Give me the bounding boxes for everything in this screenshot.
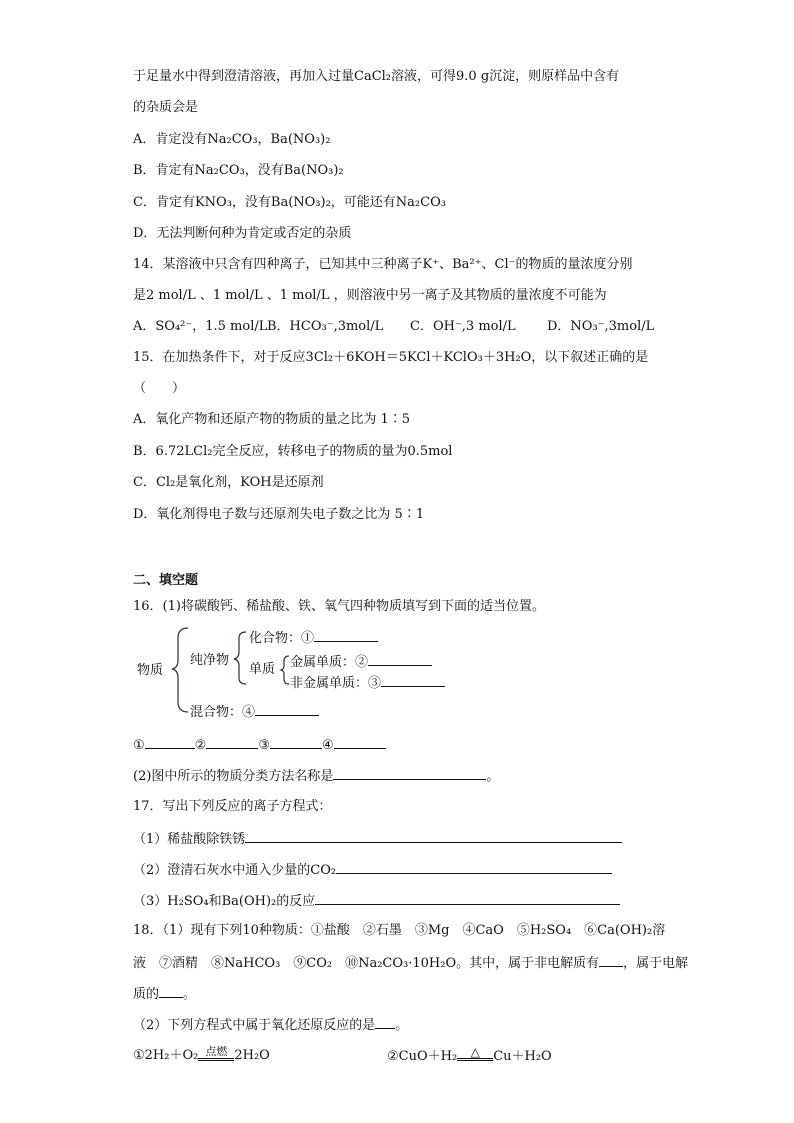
q13-option-c: C．肯定有KNO₃，没有Ba(NO₃)₂，可能还有Na₂CO₃	[133, 195, 446, 210]
q13-line1: 于足量水中得到澄清溶液，再加入过量CaCl₂溶液，可得9.0 g沉淀，则原样品中含有	[133, 69, 620, 84]
answer-blank-4[interactable]	[334, 735, 386, 749]
diagram-compound	[249, 628, 378, 647]
q18-part2	[133, 1015, 408, 1035]
q18-line2	[133, 953, 688, 973]
q17-blank-1[interactable]	[245, 829, 622, 843]
brace-root	[172, 628, 188, 712]
q16-part2-blank[interactable]	[333, 766, 486, 780]
brace-element	[281, 656, 289, 684]
answer-label-2: ②	[194, 738, 207, 753]
q18-part2-text: （2）下列方程式中属于氧化还原反应的是	[133, 1018, 376, 1033]
q13-line2: 的杂质会是	[133, 100, 199, 115]
diagram-metal	[290, 652, 432, 671]
equation-2-reactants: ②CuO＋H₂	[387, 1049, 458, 1064]
q16-part2-text: (2)图中所示的物质分类方法名称是	[133, 769, 334, 784]
q16-answers	[133, 735, 386, 755]
diagram-nonmetal	[290, 673, 445, 692]
answer-blank-2[interactable]	[206, 735, 258, 749]
q18-line2-text: 液 ⑦酒精 ⑧NaHCO₃ ⑨CO₂ ⑩Na₂CO₃·10H₂O。其中，属于非电解质有	[133, 956, 600, 971]
q18-line2-end: ，属于电解	[623, 956, 689, 971]
diagram-metal-label: 金属单质：②	[290, 655, 369, 670]
answer-blank-3[interactable]	[270, 735, 322, 749]
q14-stem-line1: 14．某溶液中只含有四种离子，已知其中三种离子K⁺、Ba²⁺、Cl⁻的物质的量浓度分别	[133, 257, 633, 272]
q17-item-1-text: （1）稀盐酸除铁锈	[133, 832, 246, 847]
q18-line3	[133, 984, 196, 1004]
diagram-element: 单质	[249, 662, 276, 677]
equation-2-products: Cu＋H₂O	[493, 1049, 552, 1064]
q15-option-c: C．Cl₂是氧化剂，KOH是还原剂	[133, 475, 324, 490]
q17-blank-2[interactable]	[336, 860, 612, 874]
diagram-blank-3[interactable]	[381, 673, 445, 687]
q18-blank-electrolyte[interactable]	[159, 984, 183, 998]
q16-line1: 16．(1)将碳酸钙、稀盐酸、铁、氧气四种物质填写到下面的适当位置。	[133, 599, 545, 614]
q18-line3-end: 。	[183, 987, 197, 1002]
q14-stem-line2: 是2 mol/L 、1 mol/L 、1 mol/L ，则溶液中另一离子及其物质的量浓度不可能为	[133, 288, 607, 303]
q14-option-d: D．NO₃⁻,3mol/L	[547, 319, 655, 334]
heat-triangle-icon: △	[470, 1045, 480, 1059]
answer-label-1: ①	[133, 738, 145, 753]
q15-paren: （ ）	[133, 381, 186, 396]
diagram-mixture	[190, 702, 319, 721]
q18-line1: 18．（1）现有下列10种物质：①盐酸 ②石墨 ③Mg ④CaO ⑤H₂SO₄ ⑥Ca(OH)₂溶	[133, 923, 666, 938]
equation-1-arrow	[198, 1046, 234, 1061]
section-title: 二、填空题	[133, 573, 199, 588]
q13-option-a: A．肯定没有Na₂CO₃，Ba(NO₃)₂	[133, 132, 331, 147]
q17-stem: 17．写出下列反应的离子方程式：	[133, 799, 332, 814]
q15-option-b: B．6.72LCl₂完全反应，转移电子的物质的量为0.5mol	[133, 444, 453, 459]
equation-2	[387, 1046, 552, 1066]
diagram-nonmetal-label: 非金属单质：③	[290, 676, 382, 691]
answer-blank-1[interactable]	[145, 735, 195, 749]
answer-label-3: ③	[258, 738, 270, 753]
q18-blank-redox[interactable]	[375, 1015, 395, 1029]
q15-stem-line1: 15．在加热条件下，对于反应3Cl₂＋6KOH＝5KCl＋KClO₃＋3H₂O，以下叙述正确的是	[133, 350, 649, 365]
diagram-compound-label: 化合物：①	[249, 631, 315, 646]
q16-part2	[133, 766, 499, 786]
q15-option-d: D．氧化剂得电子数与还原剂失电子数之比为 5∶1	[133, 507, 425, 522]
equation-1	[133, 1046, 270, 1065]
diagram-blank-1[interactable]	[314, 628, 378, 642]
equation-1-products: 2H₂O	[234, 1048, 270, 1063]
q18-blank-nonelectrolyte[interactable]	[599, 953, 623, 967]
equation-1-condition: 点燃	[205, 1045, 228, 1058]
diagram-mixture-label: 混合物：④	[190, 705, 256, 720]
q17-item-2-text: （2）澄清石灰水中通入少量的CO₂	[133, 863, 337, 878]
q17-item-1	[133, 829, 622, 849]
q13-option-b: B．肯定有Na₂CO₃，没有Ba(NO₃)₂	[133, 163, 344, 178]
q14-option-b: B．HCO₃⁻,3mol/L	[267, 319, 384, 334]
diagram-root: 物质	[137, 663, 164, 678]
q13-option-d: D．无法判断何种为肯定或否定的杂质	[133, 226, 352, 241]
q14-option-c: C．OH⁻,3 mol/L	[410, 319, 516, 334]
q14-option-a: A．SO₄²⁻，1.5 mol/L	[133, 319, 268, 334]
answer-label-4: ④	[321, 738, 334, 753]
diagram-blank-2[interactable]	[368, 652, 432, 666]
q17-item-3-text: （3）H₂SO₄和Ba(OH)₂的反应	[133, 894, 316, 909]
q16-part2-end: 。	[486, 769, 500, 784]
q18-part2-end: 。	[395, 1018, 409, 1033]
brace-pure	[234, 632, 246, 684]
diagram-pure: 纯净物	[190, 653, 230, 668]
q17-item-2	[133, 860, 612, 880]
q17-blank-3[interactable]	[315, 891, 620, 905]
q17-item-3	[133, 891, 620, 911]
equation-1-reactants: ①2H₂＋O₂	[133, 1048, 199, 1063]
equation-2-arrow	[457, 1046, 493, 1061]
q15-option-a: A．氧化产物和还原产物的物质的量之比为 1∶5	[133, 412, 411, 427]
q18-line3-text: 质的	[133, 987, 160, 1002]
diagram-blank-4[interactable]	[255, 702, 319, 716]
